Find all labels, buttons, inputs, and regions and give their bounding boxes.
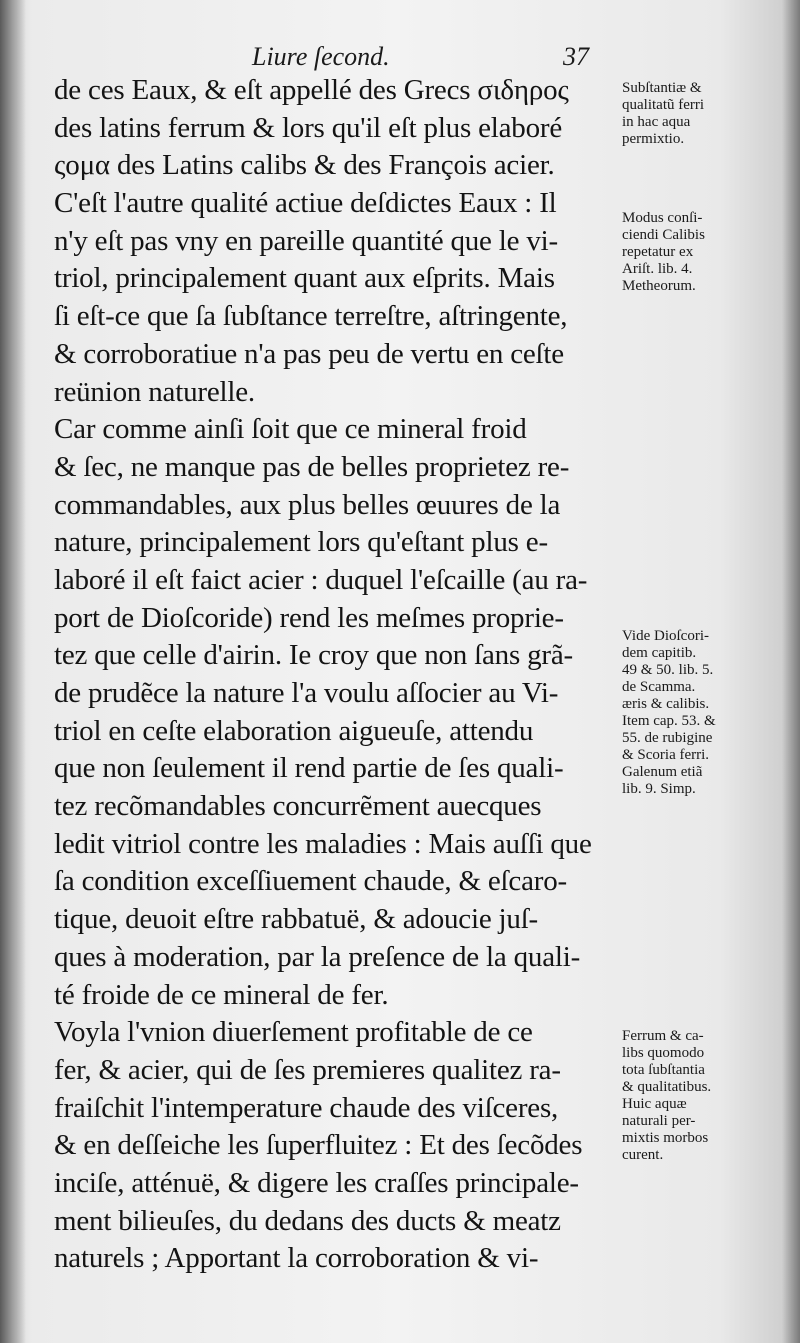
text-line: port de Dioſcoride) rend les meſmes proprie- (54, 601, 564, 634)
margin-note-line: permixtio. (622, 131, 685, 147)
margin-note-line: Ferrum & ca- (622, 1028, 704, 1044)
margin-note-line: in hac aqua (622, 114, 691, 130)
margin-note-line: dem capitib. (622, 645, 697, 661)
text-line: Car comme ainſi ſoit que ce mineral froid (54, 413, 527, 446)
text-line: tez recõmandables concurrẽment auecques (54, 790, 542, 823)
text-line: naturels ; Apportant la corroboration & vi- (54, 1242, 539, 1275)
margin-note-line: Huic aquæ (622, 1096, 687, 1112)
text-line: tique, deuoit eſtre rabbatuë, & adoucie juſ- (54, 903, 539, 936)
text-line: ſa condition exceſſiuement chaude, & eſcaro- (54, 865, 567, 898)
margin-note-line: lib. 9. Simp. (622, 781, 696, 797)
text-line: tez que celle d'airin. Ie croy que non ſans grã- (54, 639, 573, 672)
text-line: fraiſchit l'intemperature chaude des viſceres, (54, 1091, 559, 1124)
text-line: des latins ferrum & lors qu'il eſt plus elaboré (54, 111, 563, 144)
margin-note-line: ciendi Calibis (622, 227, 705, 243)
text-line: inciſe, atténuë, & digere les craſſes principale- (54, 1166, 579, 1199)
text-line: laboré il eſt faict acier : duquel l'eſcaille (au ra- (54, 563, 588, 596)
margin-note-line: libs quomodo (622, 1045, 705, 1061)
running-head: Liure ſecond. (252, 42, 390, 71)
text-line: n'y eſt pas vny en pareille quantité que le vi- (54, 224, 558, 257)
margin-note-line: repetatur ex (622, 244, 694, 260)
text-line: triol en ceſte elaboration aigueuſe, attendu (54, 714, 534, 747)
margin-note-line: curent. (622, 1147, 664, 1163)
margin-note-line: 55. de rubigine (622, 730, 713, 746)
margin-note-line: naturali per- (622, 1113, 696, 1129)
text-line: commandables, aux plus belles œuures de la (54, 488, 561, 521)
text-line: & ſec, ne manque pas de belles proprietez re- (54, 450, 570, 483)
margin-note-line: æris & calibis. (622, 696, 710, 712)
text-line: C'eſt l'autre qualité actiue deſdictes Eaux : Il (54, 187, 557, 220)
text-line: ςομα des Latins calibs & des François acier. (54, 149, 555, 182)
margin-note-line: 49 & 50. lib. 5. (622, 662, 714, 678)
margin-note-line: Subſtantiæ & (622, 80, 702, 96)
text-line: triol, principalement quant aux eſprits. Mais (54, 262, 555, 295)
margin-note (622, 628, 792, 798)
margin-note-line: & qualitatibus. (622, 1079, 712, 1095)
margin-note-line: Galenum etiã (622, 764, 703, 780)
text-line: té froide de ce mineral de fer. (54, 978, 389, 1011)
text-line: ment bilieuſes, du dedans des ducts & meatz (54, 1204, 561, 1237)
text-line: de ces Eaux, & eſt appellé des Grecs σιδηρος (54, 74, 569, 106)
text-line: nature, principalement lors qu'eſtant plus e- (54, 526, 548, 559)
margin-note-line: Item cap. 53. & (622, 713, 716, 729)
text-line: de prudẽce la nature l'a voulu aſſocier au Vi- (54, 677, 559, 709)
margin-note-line: Vide Dioſcori- (622, 628, 709, 644)
margin-note-line: Modus conſi- (622, 210, 703, 226)
margin-note-line: & Scoria ferri. (622, 747, 710, 763)
text-line: reünion naturelle. (54, 375, 255, 408)
margin-note (622, 210, 792, 295)
margin-note-line: Metheorum. (622, 278, 696, 294)
margin-note-line: mixtis morbos (622, 1130, 709, 1146)
text-line: ſi eſt-ce que ſa ſubſtance terreſtre, aſtringente, (54, 300, 568, 333)
margin-note-line: tota ſubſtantia (622, 1062, 705, 1078)
margin-note-line: qualitatũ ferri (622, 97, 705, 113)
text-line: Voyla l'vnion diuerſement profitable de ce (54, 1016, 533, 1049)
text-line: & en deſſeiche les ſuperfluitez : Et des ſecõdes (54, 1129, 583, 1162)
margin-note (622, 1028, 792, 1164)
text-line: que non ſeulement il rend partie de ſes quali- (54, 752, 564, 785)
text-line: fer, & acier, qui de ſes premieres qualitez ra- (54, 1053, 561, 1086)
page-number: 37 (563, 42, 589, 71)
text-line: ledit vitriol contre les maladies : Mais auſſi que (54, 827, 592, 860)
margin-note-line: Ariſt. lib. 4. (622, 261, 693, 277)
margin-note (622, 80, 792, 148)
text-line: ques à moderation, par la preſence de la quali- (54, 940, 581, 973)
text-line: & corroboratiue n'a pas peu de vertu en ceſte (54, 337, 564, 370)
margin-note-line: de Scamma. (622, 679, 696, 695)
